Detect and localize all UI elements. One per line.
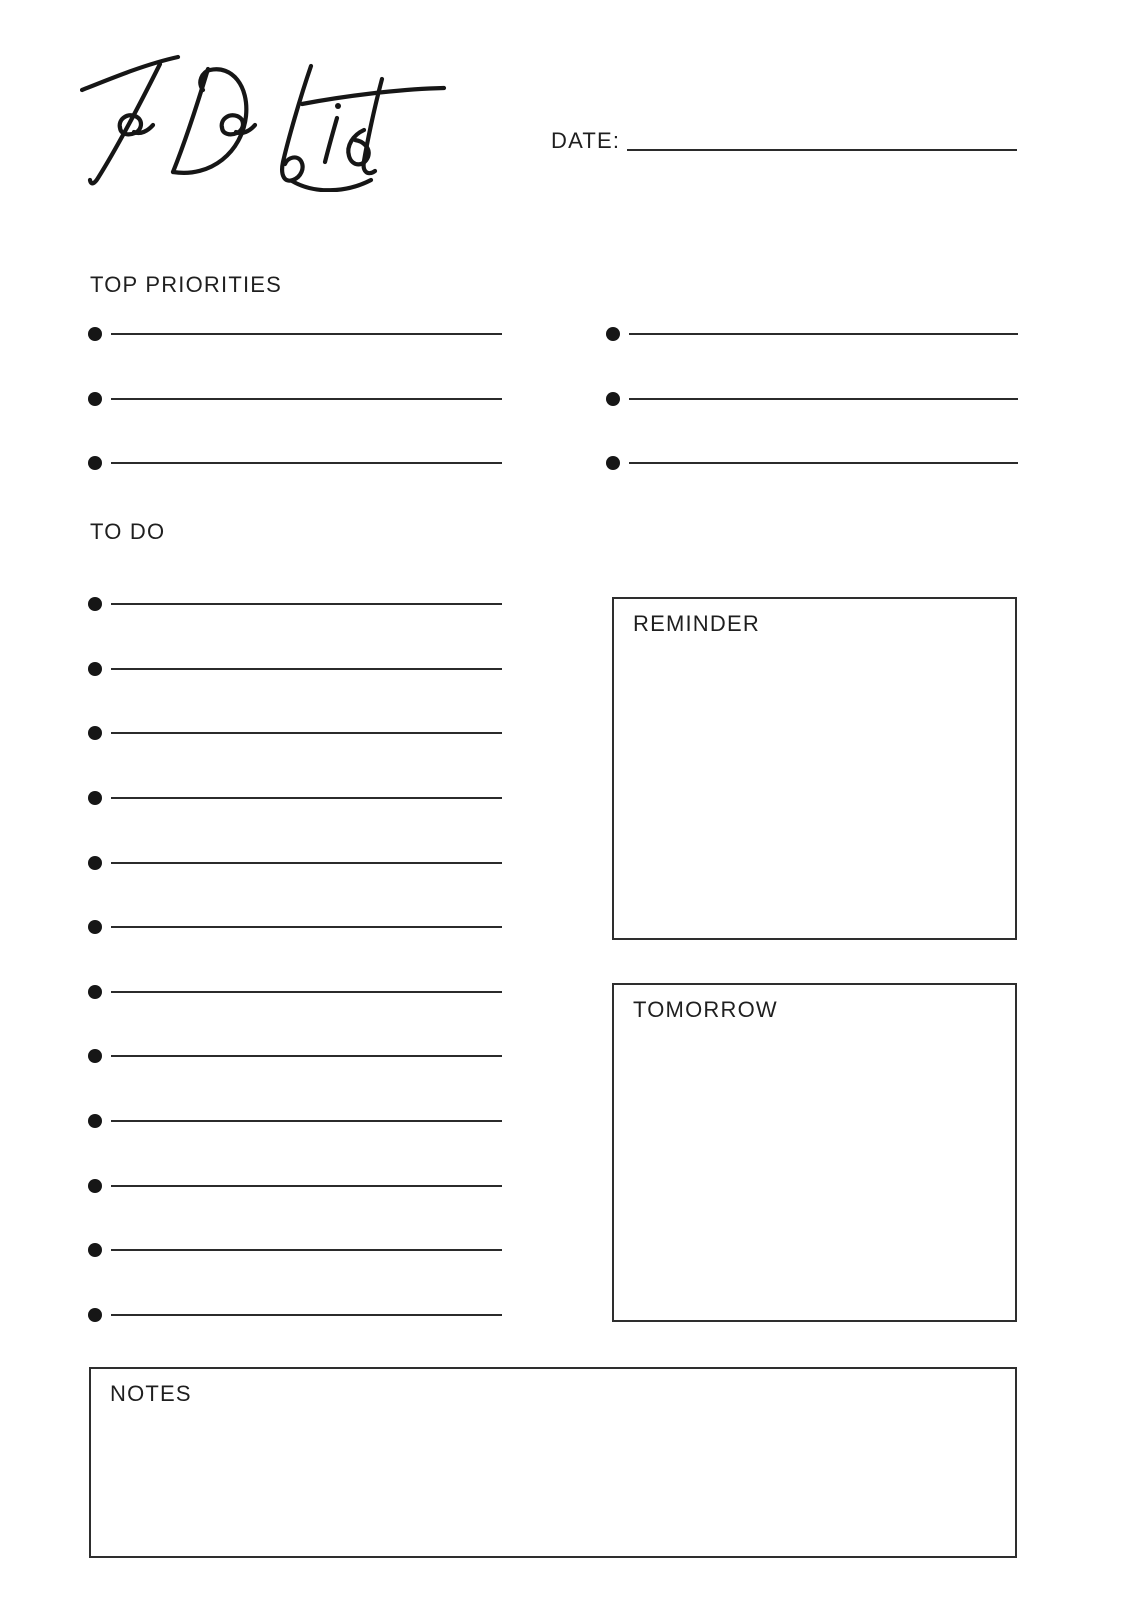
- todo-row: [88, 830, 502, 895]
- bullet-icon: [88, 1308, 102, 1322]
- todo-write-line[interactable]: [111, 1249, 502, 1251]
- priority-write-line[interactable]: [111, 333, 502, 335]
- bullet-icon: [88, 1114, 102, 1128]
- priority-row: [606, 302, 1018, 366]
- bullet-icon: [88, 726, 102, 740]
- todo-write-line[interactable]: [111, 797, 502, 799]
- top-priorities-heading: TOP PRIORITIES: [90, 272, 283, 297]
- todo-write-line[interactable]: [111, 862, 502, 864]
- todo-write-line[interactable]: [111, 926, 502, 928]
- todo-write-line[interactable]: [111, 603, 502, 605]
- bullet-icon: [88, 1243, 102, 1257]
- bullet-icon: [88, 597, 102, 611]
- bullet-icon: [88, 856, 102, 870]
- tomorrow-box: [612, 983, 1017, 1322]
- priority-write-line[interactable]: [111, 462, 502, 464]
- bullet-icon: [88, 392, 102, 406]
- todo-write-line[interactable]: [111, 732, 502, 734]
- priority-write-line[interactable]: [629, 398, 1018, 400]
- reminder-heading: REMINDER: [633, 611, 760, 636]
- priority-write-line[interactable]: [629, 333, 1018, 335]
- bullet-icon: [88, 920, 102, 934]
- priority-row: [88, 302, 502, 366]
- todo-row: [88, 701, 502, 766]
- todo-row: [88, 1024, 502, 1089]
- tomorrow-heading: TOMORROW: [633, 997, 778, 1022]
- top-priorities-left-column: [88, 302, 502, 495]
- todo-row: [88, 895, 502, 960]
- bullet-icon: [88, 791, 102, 805]
- priority-row: [88, 366, 502, 430]
- todo-row: [88, 1089, 502, 1154]
- bullet-icon: [88, 1179, 102, 1193]
- todo-write-line[interactable]: [111, 1185, 502, 1187]
- priority-write-line[interactable]: [111, 398, 502, 400]
- todo-write-line[interactable]: [111, 668, 502, 670]
- priority-row: [606, 431, 1018, 495]
- date-write-line[interactable]: [627, 149, 1017, 151]
- tomorrow-write-area[interactable]: [614, 1033, 1015, 1320]
- todo-row: [88, 1218, 502, 1283]
- todo-write-line[interactable]: [111, 1120, 502, 1122]
- todo-row: [88, 766, 502, 831]
- notes-heading: NOTES: [110, 1381, 192, 1406]
- todo-row: [88, 960, 502, 1025]
- bullet-icon: [88, 662, 102, 676]
- reminder-box: [612, 597, 1017, 940]
- todo-row: [88, 1283, 502, 1348]
- priority-row: [88, 431, 502, 495]
- priority-write-line[interactable]: [629, 462, 1018, 464]
- notes-box: [89, 1367, 1017, 1558]
- todo-row: [88, 1153, 502, 1218]
- bullet-icon: [88, 985, 102, 999]
- todo-row: [88, 572, 502, 637]
- priority-row: [606, 366, 1018, 430]
- bullet-icon: [88, 456, 102, 470]
- top-priorities-right-column: [606, 302, 1018, 495]
- todo-write-line[interactable]: [111, 991, 502, 993]
- todo-heading: TO DO: [90, 519, 166, 544]
- page-title-script: [80, 42, 460, 192]
- todo-write-line[interactable]: [111, 1314, 502, 1316]
- date-value[interactable]: [640, 122, 840, 148]
- bullet-icon: [606, 392, 620, 406]
- todo-row: [88, 637, 502, 702]
- bullet-icon: [606, 327, 620, 341]
- bullet-icon: [606, 456, 620, 470]
- todo-column: [88, 572, 502, 1347]
- date-label: DATE:: [551, 128, 621, 153]
- bullet-icon: [88, 1049, 102, 1063]
- todo-write-line[interactable]: [111, 1055, 502, 1057]
- notes-write-area[interactable]: [91, 1417, 1015, 1556]
- bullet-icon: [88, 327, 102, 341]
- reminder-write-area[interactable]: [614, 647, 1015, 938]
